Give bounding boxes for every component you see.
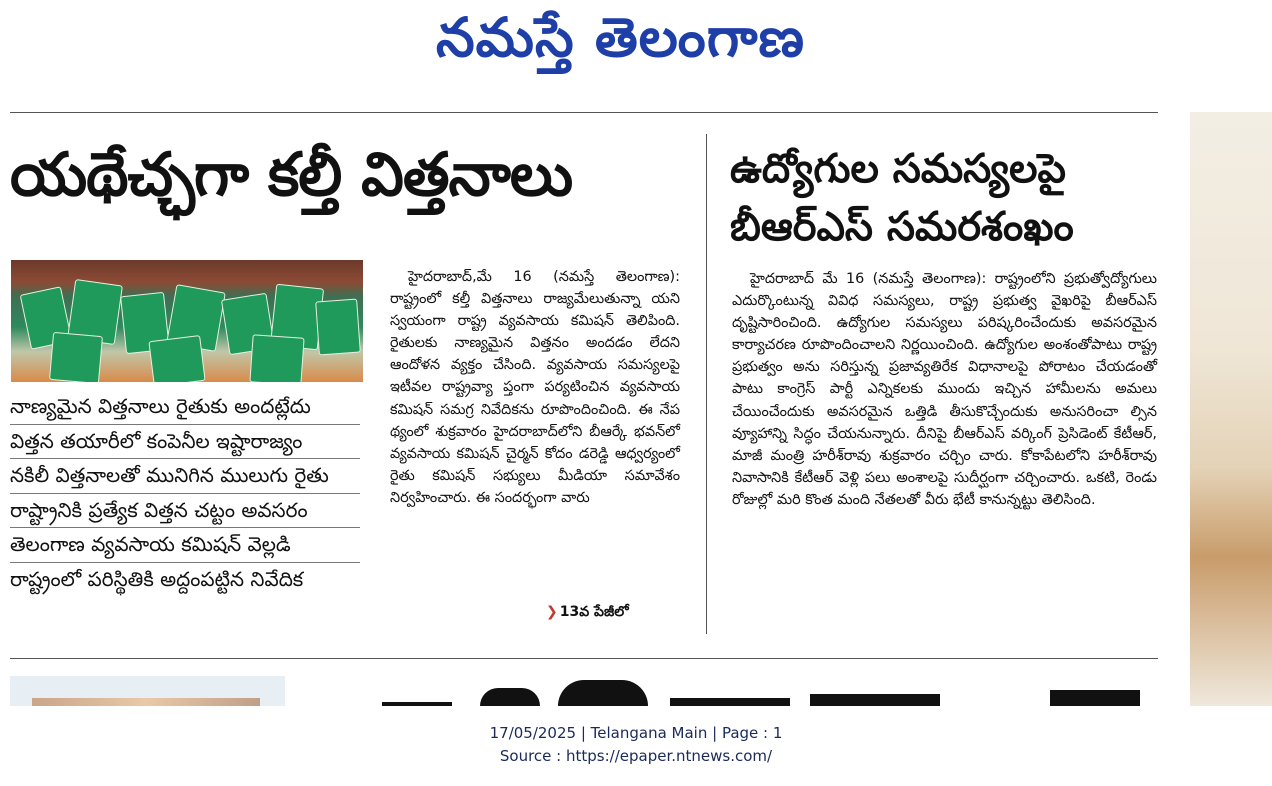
continued-on-page: [546, 604, 629, 623]
left-story-body: హైదరాబాద్,మే 16 (నమస్తే తెలంగాణ): రాష్ట్రంలో కల్తీ విత్తనాలు రాజ్యమేలుతున్నా యని స్వయంగా రాష్ట్ర వ్యవసాయ కమిషన్ తెలిపింది. రైతులకు నాణ్యమైన విత్తనం అందడం లేదని ఆందోళన వ్యక్తం చేసింది. వ్యవసాయ సమస్యలపై ఇటీవల రాష్ట్రవ్యా ప్తంగా పర్యటించిన వ్యవసాయ కమిషన్ సమగ్ర నివేదికను రూపొందించింది. ఈ నేప థ్యంలో శుక్రవారం హైదరాబాద్‌లోని బీఆర్కే భవన్‌లో వ్యవసాయ కమిషన్ చైర్మన్ కోదం డరెడ్డి ఆధ్వర్యంలో రైతు కమిషన్ సభ్యులు మీడియా సమావేశం నిర్వహించారు. ఈ సందర్భంగా వారు: [390, 269, 680, 506]
right-headline-line1: ఉద్యోగుల సమస్యలపై: [730, 146, 1066, 192]
subhead: నాణ్యమైన విత్తనాలు రైతుకు అందట్లేదు: [10, 390, 360, 425]
right-story-body: హైదరాబాద్ మే 16 (నమస్తే తెలంగాణ): రాష్ట్రంలోని ప్రభుత్వోద్యోగులు ఎదుర్కొంటున్న వివిధ సమస్యలు, రాష్ట్ర ప్రభుత్వ వైఖరిపై బీఆర్‌ఎస్ దృష్టిసారించింది. ఉద్యోగుల సమస్యలు పరిష్కరించేందుకు అవసరమైన కార్యాచరణ రూపొందించాలని నిర్ణయించింది. ఉద్యోగుల అంశంతోపాటు రాష్ట్ర ప్రభుత్వం అను సరిస్తున్న ప్రజావ్యతిరేక విధానాలపై పోరాటం చేయడంతో పాటు కాంగ్రెస్ పార్టీ ఎన్నికలకు ముందు ఇచ్చిన హామీలను అమలు చేయించేందుకు అవసరమైన ఒత్తిడి తీసుకొచ్చేందుకు అనుసరించా ల్సిన వ్యూహాన్ని సిద్ధం చేయనున్నారు. దీనిపై బీఆర్‌ఎస్ వర్కింగ్ ప్రెసిడెంట్ కేటీఆర్, మాజీ మంత్రి హరీశ్‌రావు శుక్రవారం చర్చిం చారు. కోకాపేటలోని హరీశ్‌రావు నివాసానికి కేటీఆర్ వెళ్లి పలు అంశాలపై సుదీర్ఘంగా చర్చించారు. ఒకటి, రెండు రోజుల్లో మరి కొంత మంది నేతలతో వీరు భేటీ కానున్నట్టు తెలిసింది.: [732, 271, 1157, 508]
right-headline: [730, 140, 1074, 256]
subhead: విత్తన తయారీలో కంపెనీల ఇష్టారాజ్యం: [10, 425, 360, 460]
top-rule: [10, 112, 1158, 113]
footer-date-line: 17/05/2025 | Telangana Main | Page : 1: [489, 724, 783, 742]
seed-packets-photo: [11, 260, 363, 382]
continue-arrow-icon: ❯: [546, 604, 558, 620]
continued-label: 13వ పేజీలో: [559, 604, 629, 620]
next-story-cutoff: [10, 676, 1158, 706]
column-divider: [706, 134, 707, 634]
masthead: [0, 0, 1272, 96]
left-subheads: [10, 390, 360, 596]
subhead: రాష్ట్రంలో పరిస్థితికి అద్దంపట్టిన నివేదిక: [10, 566, 304, 591]
subhead: తెలంగాణ వ్యవసాయ కమిషన్ వెల్లడి: [10, 528, 360, 563]
page-footer: [0, 722, 1272, 768]
masthead-logo: నమస్తే తెలంగాణ: [436, 6, 806, 69]
bottom-rule: [10, 658, 1158, 659]
right-headline-line2: బీఆర్‌ఎస్ సమరశంఖం: [730, 204, 1074, 250]
next-story-photo: [10, 676, 285, 706]
side-photo-strip: [1190, 112, 1272, 706]
footer-source-line: Source : https://epaper.ntnews.com/: [499, 747, 773, 765]
left-headline: యథేచ్ఛగా కల్తీ విత్తనాలు: [10, 140, 573, 210]
subhead: రాష్ట్రానికి ప్రత్యేక విత్తన చట్టం అవసరం: [10, 494, 360, 529]
subhead: నకిలీ విత్తనాలతో మునిగిన ములుగు రైతు: [10, 459, 360, 494]
